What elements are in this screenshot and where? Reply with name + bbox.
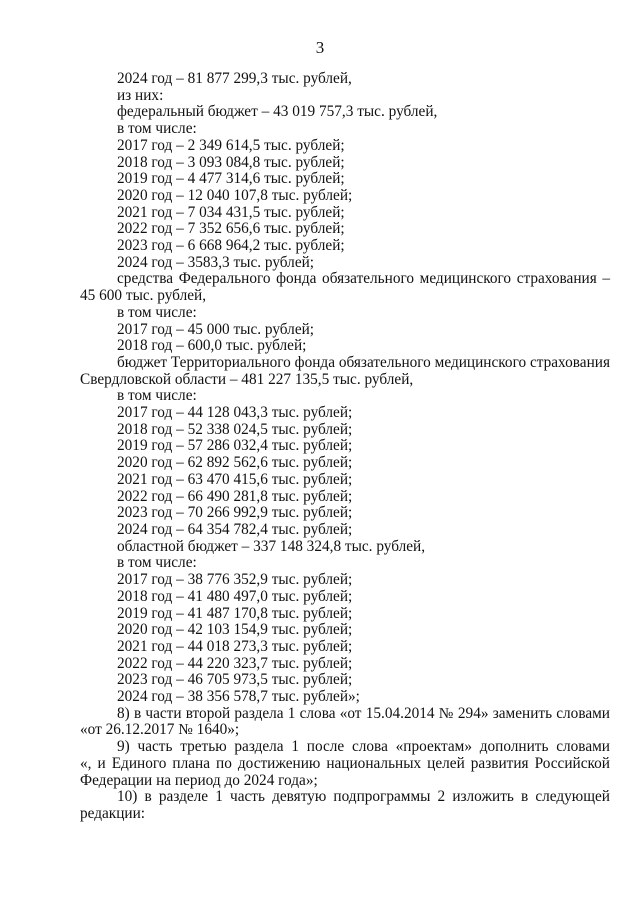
text-line: в том числе:	[117, 554, 197, 572]
text-line: в том числе:	[117, 303, 197, 321]
text-line: 2017 год – 44 128 043,3 тыс. рублей;	[117, 404, 353, 422]
text-line: в том числе:	[117, 120, 197, 138]
text-line: Федерации на период до 2024 года»;	[80, 771, 318, 789]
text-line: «, и Единого плана по достижению национальных целей развития Российской	[80, 754, 610, 772]
text-line: «от 26.12.2017 № 1640»;	[80, 721, 240, 739]
text-line: 2021 год – 7 034 431,5 тыс. рублей;	[117, 203, 345, 221]
text-line: 2017 год – 45 000 тыс. рублей;	[117, 320, 315, 338]
text-line: 2024 год – 38 356 578,7 тыс. рублей»;	[117, 688, 360, 706]
text-line: 2022 год – 7 352 656,6 тыс. рублей;	[117, 220, 345, 238]
document-body	[80, 71, 610, 823]
text-line: 2023 год – 6 668 964,2 тыс. рублей;	[117, 237, 345, 255]
text-line: 2018 год – 52 338 024,5 тыс. рублей;	[117, 420, 353, 438]
text-line: 2019 год – 41 487 170,8 тыс. рублей;	[117, 604, 353, 622]
text-line: 2017 год – 2 349 614,5 тыс. рублей;	[117, 136, 345, 154]
text-line: 2020 год – 62 892 562,6 тыс. рублей;	[117, 454, 353, 472]
text-line: областной бюджет – 337 148 324,8 тыс. рублей,	[117, 537, 426, 555]
text-line: бюджет Территориального фонда обязательного медицинского страхования	[117, 353, 610, 371]
text-line: 2022 год – 66 490 281,8 тыс. рублей;	[117, 487, 353, 505]
text-line: 2021 год – 44 018 273,3 тыс. рублей;	[117, 637, 353, 655]
text-line: 2023 год – 70 266 992,9 тыс. рублей;	[117, 504, 353, 522]
text-line: 2018 год – 600,0 тыс. рублей;	[117, 337, 307, 355]
text-line: редакции:	[80, 804, 146, 822]
text-line: Свердловской области – 481 227 135,5 тыс. рублей,	[80, 370, 414, 388]
text-line: 2022 год – 44 220 323,7 тыс. рублей;	[117, 654, 353, 672]
text-line: 2019 год – 4 477 314,6 тыс. рублей;	[117, 170, 345, 188]
text-line: 2017 год – 38 776 352,9 тыс. рублей;	[117, 571, 353, 589]
text-line: 2023 год – 46 705 973,5 тыс. рублей;	[117, 671, 353, 689]
text-line: средства Федерального фонда обязательного медицинского страхования –	[117, 270, 610, 288]
text-line: 45 600 тыс. рублей,	[80, 287, 207, 305]
text-line: 2019 год – 57 286 032,4 тыс. рублей;	[117, 437, 353, 455]
page-number: 3	[315, 38, 325, 57]
text-line: из них:	[117, 86, 164, 104]
text-line: 2024 год – 81 877 299,3 тыс. рублей,	[117, 70, 352, 87]
text-line: 2021 год – 63 470 415,6 тыс. рублей;	[117, 470, 353, 488]
text-line: в том числе:	[117, 387, 197, 405]
text-line: 2018 год – 41 480 497,0 тыс. рублей;	[117, 587, 353, 605]
text-line: 10) в разделе 1 часть девятую подпрограммы 2 изложить в следующей	[117, 788, 610, 806]
text-line: 2018 год – 3 093 084,8 тыс. рублей;	[117, 153, 345, 171]
text-line: 2024 год – 64 354 782,4 тыс. рублей;	[117, 520, 353, 538]
text-line: федеральный бюджет – 43 019 757,3 тыс. рублей,	[117, 103, 438, 121]
text-line: 9) часть третью раздела 1 после слова «проектам» дополнить словами	[117, 738, 610, 756]
text-line: 2020 год – 12 040 107,8 тыс. рублей;	[117, 186, 353, 204]
text-line: 2020 год – 42 103 154,9 тыс. рублей;	[117, 621, 353, 639]
text-line: 8) в части второй раздела 1 слова «от 15.04.2014 № 294» заменить словами	[117, 704, 610, 722]
text-line: 2024 год – 3583,3 тыс. рублей;	[117, 253, 315, 271]
